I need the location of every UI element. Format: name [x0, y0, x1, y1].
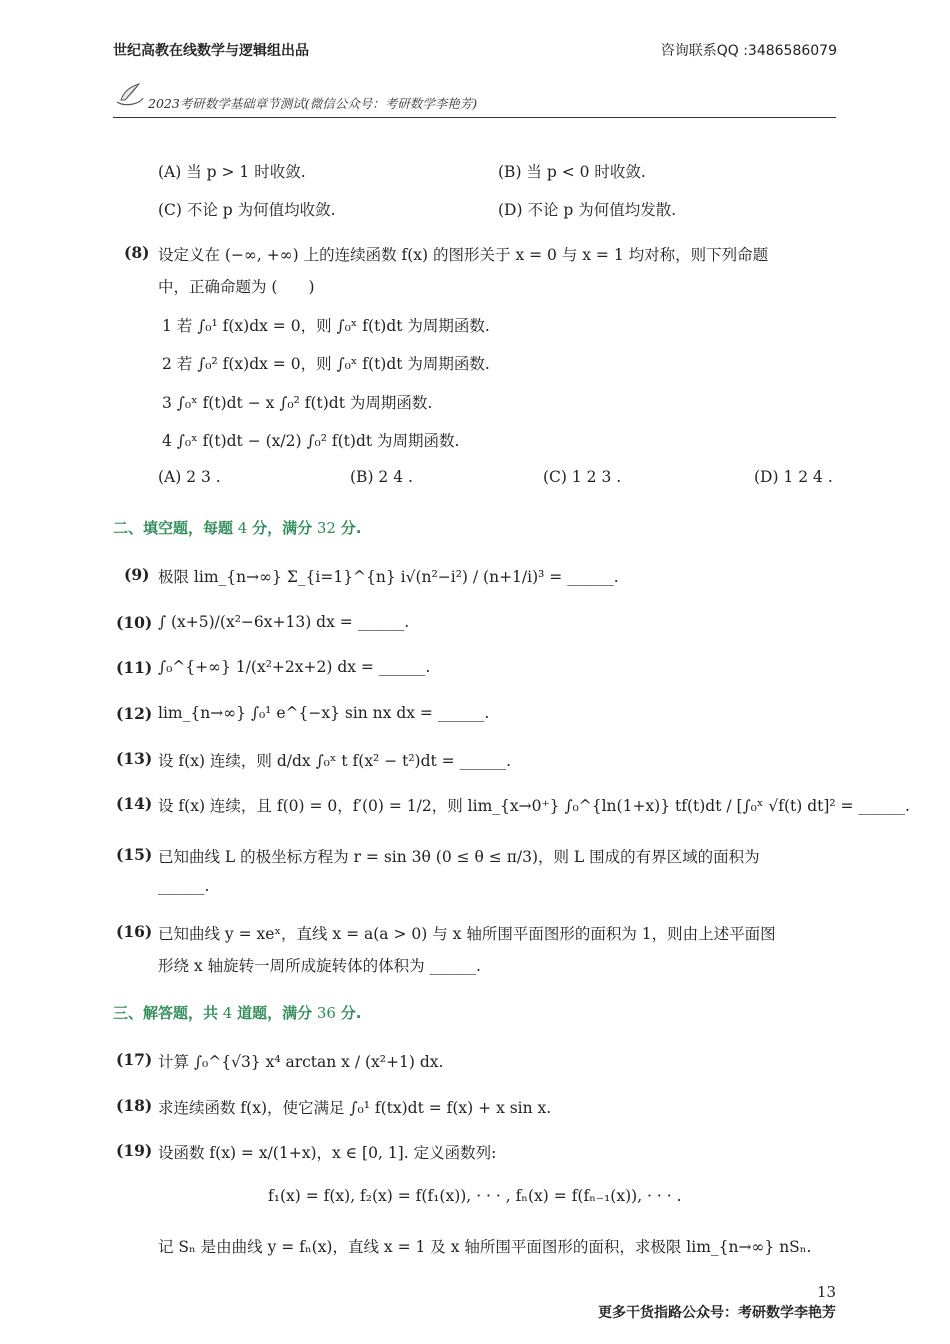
page-number: 13	[817, 1283, 837, 1301]
header-left: 世纪高教在线数学与逻辑组出品	[113, 43, 309, 59]
q7-option-c: (C) 不论 p 为何值均收敛.	[158, 201, 336, 219]
q13-text: 设 f(x) 连续，则 d/dx ∫₀ˣ t f(x² − t²)dt = ______.	[158, 752, 512, 770]
section-2-title: 二、填空题，每题 4 分，满分 32 分.	[113, 519, 362, 537]
q17-number: (17)	[116, 1050, 153, 1069]
q11-text: ∫₀^{+∞} 1/(x²+2x+2) dx = ______.	[158, 658, 431, 676]
q8-statement-3: 3 ∫₀ˣ f(t)dt − x ∫₀² f(t)dt 为周期函数.	[162, 394, 433, 412]
q15-text-cont: ______.	[158, 877, 210, 895]
q8-option-c: (C) 1 2 3 .	[543, 468, 622, 486]
q8-line2: 中，正确命题为 ( )	[158, 278, 315, 296]
q9-number: (9)	[124, 565, 150, 584]
section-3-title: 三、解答题，共 4 道题，满分 36 分.	[113, 1004, 362, 1022]
q16-text: 已知曲线 y = xeˣ，直线 x = a(a > 0) 与 x 轴所围平面图形的面积为 1，则由上述平面图	[158, 925, 776, 943]
header-rule	[113, 117, 836, 118]
q17-text: 计算 ∫₀^{√3} x⁴ arctan x / (x²+1) dx.	[158, 1053, 444, 1071]
q18-number: (18)	[116, 1096, 153, 1115]
q7-option-a: (A) 当 p > 1 时收敛.	[158, 163, 306, 181]
q14-number: (14)	[116, 794, 153, 813]
q19-text: 设函数 f(x) = x/(1+x)，x ∈ [0, 1]. 定义函数列:	[158, 1144, 497, 1162]
q8-option-a: (A) 2 3 .	[158, 468, 221, 486]
q7-option-b: (B) 当 p < 0 时收敛.	[498, 163, 646, 181]
q9-text: 极限 lim_{n→∞} Σ_{i=1}^{n} i√(n²−i²) / (n+1/i)³ = ______.	[158, 568, 619, 586]
q8-statement-1: 1 若 ∫₀¹ f(x)dx = 0，则 ∫₀ˣ f(t)dt 为周期函数.	[162, 317, 490, 335]
q16-text-cont: 形绕 x 轴旋转一周所成旋转体的体积为 ______.	[158, 957, 481, 975]
q8-statement-4: 4 ∫₀ˣ f(t)dt − (x/2) ∫₀² f(t)dt 为周期函数.	[162, 432, 460, 450]
q13-number: (13)	[116, 749, 153, 768]
q8-option-d: (D) 1 2 4 .	[754, 468, 833, 486]
q8-number: (8)	[124, 243, 150, 262]
q14-text: 设 f(x) 连续，且 f(0) = 0，f′(0) = 1/2，则 lim_{x→0⁺} ∫₀^{ln(1+x)} tf(t)dt / [∫₀ˣ √f(t) dt]² = ______.	[158, 797, 910, 815]
q19-text-cont: 记 Sₙ 是由曲线 y = fₙ(x)，直线 x = 1 及 x 轴所围平面图形的面积，求极限 lim_{n→∞} nSₙ.	[158, 1238, 812, 1256]
q8-line1: 设定义在 (−∞, +∞) 上的连续函数 f(x) 的图形关于 x = 0 与 x = 1 均对称，则下列命题	[158, 246, 769, 264]
q15-number: (15)	[116, 845, 153, 864]
q7-option-d: (D) 不论 p 为何值均发散.	[498, 201, 677, 219]
q19-display-equation: f₁(x) = f(x), f₂(x) = f(f₁(x)), · · · , fₙ(x) = f(fₙ₋₁(x)), · · · .	[268, 1187, 682, 1205]
q19-number: (19)	[116, 1141, 153, 1160]
q12-number: (12)	[116, 704, 153, 723]
footer-text: 更多干货指路公众号：考研数学李艳芳	[598, 1305, 836, 1321]
header-right: 咨询联系QQ :3486586079	[660, 43, 837, 59]
q10-text: ∫ (x+5)/(x²−6x+13) dx = ______.	[158, 613, 410, 631]
q8-option-b: (B) 2 4 .	[350, 468, 413, 486]
q18-text: 求连续函数 f(x)，使它满足 ∫₀¹ f(tx)dt = f(x) + x sin x.	[158, 1099, 552, 1117]
q8-statement-2: 2 若 ∫₀² f(x)dx = 0，则 ∫₀ˣ f(t)dt 为周期函数.	[162, 355, 490, 373]
header-subtitle: 2023考研数学基础章节测试(微信公众号：考研数学李艳芳)	[148, 96, 478, 111]
q11-number: (11)	[116, 658, 153, 677]
q12-text: lim_{n→∞} ∫₀¹ e^{−x} sin nx dx = ______.	[158, 704, 490, 722]
q15-text: 已知曲线 L 的极坐标方程为 r = sin 3θ (0 ≤ θ ≤ π/3)，则 L 围成的有界区域的面积为	[158, 848, 760, 866]
q16-number: (16)	[116, 922, 153, 941]
q10-number: (10)	[116, 613, 153, 632]
quill-logo-icon	[113, 80, 145, 110]
